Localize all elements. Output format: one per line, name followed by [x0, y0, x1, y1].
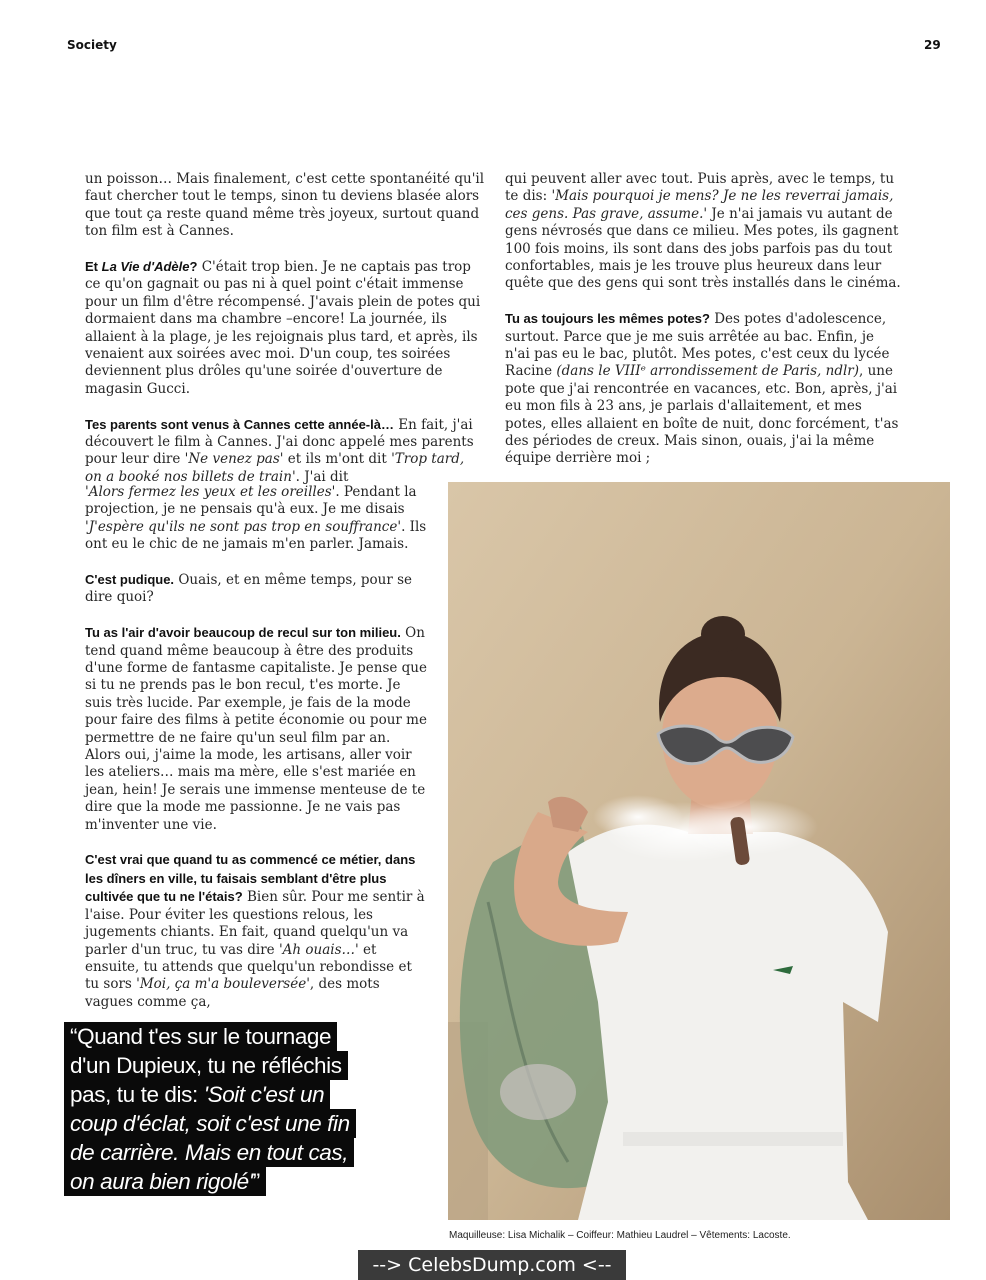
page-number: 29: [924, 38, 941, 52]
watermark-banner: --> CelebsDump.com <--: [358, 1250, 626, 1280]
paragraph: Tu as toujours les mêmes potes? Des potes d'adolescence, surtout. Parce que je me suis arrêtée au bac. Enfin, je n'ai pas eu le bac, plutôt. Mes potes, c'est ceux du lycée Racine (dans le VIIIᵉ arrondissement de Paris, ndlr), une pote que j'ai rencontrée en vacances, etc. Bon, après, j'ai eu mon fils à 23 ans, je parlais d'allaitement, et mes potes, elles allaient en boîte de nuit, donc forcément, t'as des périodes de creux. Mais sinon, ouais, j'ai la même équipe derrière moi ;: [505, 311, 899, 467]
paragraph: Tes parents sont venus à Cannes cette année-là… En fait, j'ai découvert le film à Cannes. J'ai donc appelé mes parents pour leur dire 'Ne venez pas' et ils m'ont dit 'Trop tard, on a booké nos billets de train'. J'ai dit: [85, 416, 474, 485]
photo-credits: Maquilleuse: Lisa Michalik – Coiffeur: Mathieu Laudrel – Vêtements: Lacoste.: [449, 1230, 791, 1241]
interview-question: Tes parents sont venus à Cannes cette année-là…: [85, 416, 394, 432]
interview-question: C'est vrai que quand tu as commencé ce métier, dans les dîners en ville, tu faisais semblant d'être plus cultivée que tu ne l'étais?: [85, 852, 416, 905]
paragraph: 'Alors fermez les yeux et les oreilles'. Pendant la projection, je ne pensais qu'à eux. Je me disais 'J'espère qu'ils ne sont pas trop en souffrance'. Ils ont eu le chic de ne jamais m'en parler. Jamais.: [85, 484, 427, 553]
paragraph: qui peuvent aller avec tout. Puis après, avec le temps, tu te dis: 'Mais pourquoi je mens? Je ne les reverrai jamais, ces gens. Pas grave, assume.' Je n'ai jamais vu autant de gens névrosés que dans ce milieu. Mes potes, ils gagnent 100 fois moins, ils sont dans des jobs parfois pas du tout confortables, mais je les trouve plus heureux dans leur quête que des gens qui sont très installés dans le cinéma.: [505, 171, 901, 292]
portrait-illustration: [448, 482, 950, 1220]
white-tshirt: [568, 825, 888, 1220]
film-title: La Vie d'Adèle: [101, 259, 190, 275]
paragraph: un poisson… Mais finalement, c'est cette spontanéité qu'il faut chercher tout le temps, sinon tu deviens blasée alors que tout ça reste quand même très joyeux, surtout quand ton film est à Cannes.: [85, 171, 485, 240]
paragraph: Tu as l'air d'avoir beaucoup de recul sur ton milieu. On tend quand même beaucoup à être des produits d'une forme de fantasme capitaliste. Je pense que si tu ne prends pas le bon recul, t'es morte. Je suis très lucide. Par exemple, je fais de la mode pour faire des films à petite économie ou pour me permettre de ne faire qu'un seul film par an. Alors oui, j'aime la mode, les artisans, aller voir les ateliers… mais ma mère, elle s'est mariée en jean, hein! Je serais une immense menteuse de te dire que la mode me passionne. Je ne vais pas m'inventer une vie.: [85, 625, 427, 833]
section-label: Society: [67, 38, 117, 52]
paragraph: Et La Vie d'Adèle? C'était trop bien. Je ne captais pas trop ce qu'on gagnait ou pas ni à quel point c'était immense pour un film d'être récompensé. J'avais plein de potes qui dormaient dans ma chambre –encore! La journée, ils allaient à la plage, je les rejoignais plus tard, et après, ils venaient aux soirées avec moi. D'un coup, tes soirées deviennent plus drôles qu'une soirée d'ouverture de magasin Gucci.: [85, 259, 481, 397]
paragraph: C'est pudique. Ouais, et en même temps, pour se dire quoi?: [85, 572, 413, 606]
interview-question: Tu as toujours les mêmes potes?: [505, 311, 710, 327]
article-column-left-narrow: [85, 484, 430, 1011]
interview-question: Tu as l'air d'avoir beaucoup de recul sur ton milieu.: [85, 625, 401, 641]
pull-quote: “Quand t'es sur le tournage d'un Dupieux, tu ne réfléchis pas, tu te dis: 'Soit c'est un coup d'éclat, soit c'est une fin de carrière. Mais en tout cas, on aura bien rigolé'”: [64, 1022, 464, 1196]
hair-bun: [701, 616, 745, 652]
article-column-right: [505, 171, 903, 468]
article-column-left: [85, 171, 485, 486]
interview-question: C'est pudique.: [85, 572, 175, 588]
paragraph: C'est vrai que quand tu as commencé ce métier, dans les dîners en ville, tu faisais semblant d'être plus cultivée que tu ne l'étais? Bien sûr. Pour me sentir à l'aise. Pour éviter les questions relous, les jugements chiants. En fait, quand quelqu'un va parler d'un truc, tu vas dire 'Ah ouais…' et ensuite, tu attends que quelqu'un rebondisse et tu sors 'Moi, ça m'a bouleversée', des mots vagues comme ça,: [85, 852, 425, 1010]
portrait-photo: [448, 482, 950, 1220]
